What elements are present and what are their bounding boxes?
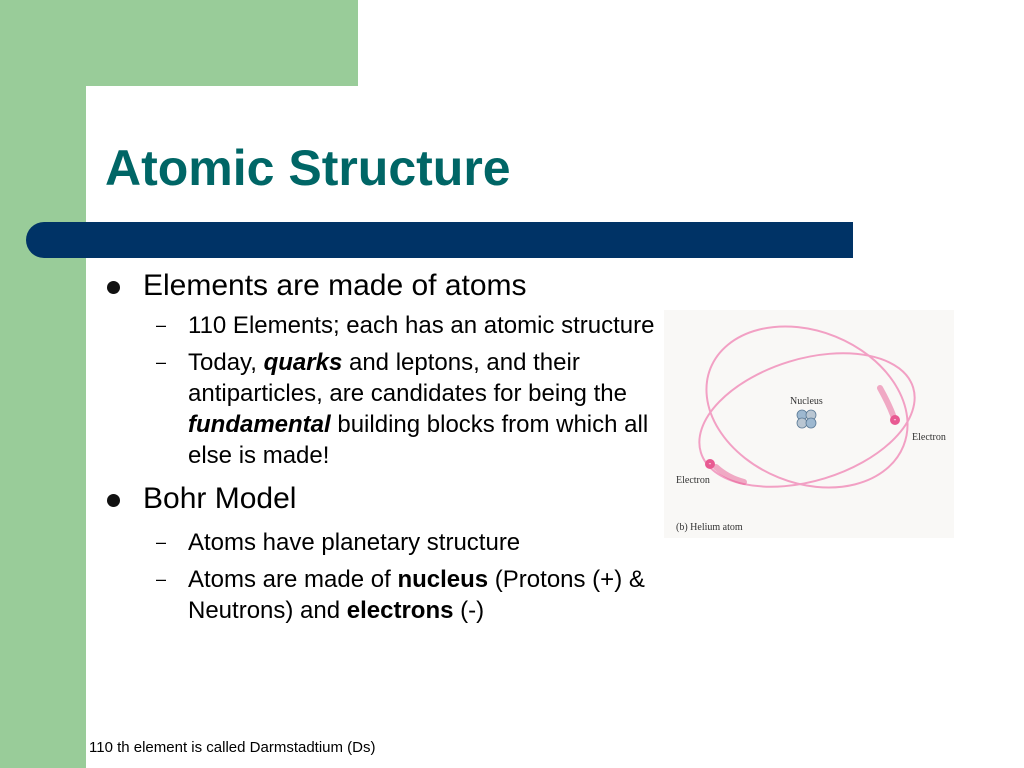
sub-bullet-text-part: (Protons (+) & Neutrons) and	[188, 566, 645, 624]
figure-caption: (b) Helium atom	[676, 522, 743, 533]
green-header-block	[0, 0, 358, 86]
sub-bullet-text-part: Today,	[188, 349, 264, 376]
bullet-dot-icon	[107, 281, 120, 294]
bullet-text: Elements are made of atoms	[143, 269, 527, 302]
slide-content	[105, 268, 665, 626]
sub-bullet-text-part: building blocks from which all else is made!	[188, 411, 649, 469]
sub-bullet-text-part: and leptons, and their antiparticles, are candidates for being the	[188, 349, 627, 407]
helium-atom-figure	[664, 310, 954, 538]
emphasis-nucleus: nucleus	[397, 566, 489, 593]
helium-atom-diagram	[664, 310, 954, 538]
green-sidebar	[0, 0, 86, 768]
bullet-dot-icon	[107, 494, 120, 507]
svg-text:-: -	[893, 415, 897, 424]
bullet-elements	[105, 268, 665, 304]
slide-title: Atomic Structure	[105, 140, 511, 196]
electron-label-left: Electron	[676, 475, 710, 486]
sub-bullet-quarks	[156, 347, 668, 471]
title-underline-bar	[26, 222, 853, 258]
svg-text:-: -	[708, 459, 712, 468]
bullet-text: Bohr Model	[143, 482, 297, 515]
dash-icon: –	[156, 315, 167, 335]
nucleus-icon	[797, 410, 816, 428]
sub-bullet-planetary	[156, 527, 668, 558]
dash-icon: –	[156, 352, 167, 372]
nucleus-label: Nucleus	[790, 396, 823, 407]
bullet-bohr-model	[105, 481, 665, 517]
dash-icon: –	[156, 569, 167, 589]
emphasis-electrons: electrons	[346, 597, 454, 624]
sub-bullet-text: Atoms have planetary structure	[188, 529, 521, 556]
footnote: 110 th element is called Darmstadtium (Ds)	[89, 739, 376, 756]
electron-trail-right	[880, 388, 894, 418]
sub-bullet-nucleus-electrons	[156, 564, 668, 626]
sub-bullet-text-part: Atoms are made of	[188, 566, 398, 593]
emphasis-quarks: quarks	[263, 349, 343, 376]
dash-icon: –	[156, 532, 167, 552]
electron-label-right: Electron	[912, 432, 946, 443]
sub-bullet-text: 110 Elements; each has an atomic structure	[188, 312, 655, 339]
sub-bullet-text-part: (-)	[453, 597, 485, 624]
sub-bullet-elements-count	[156, 310, 668, 341]
emphasis-fundamental: fundamental	[188, 411, 331, 438]
